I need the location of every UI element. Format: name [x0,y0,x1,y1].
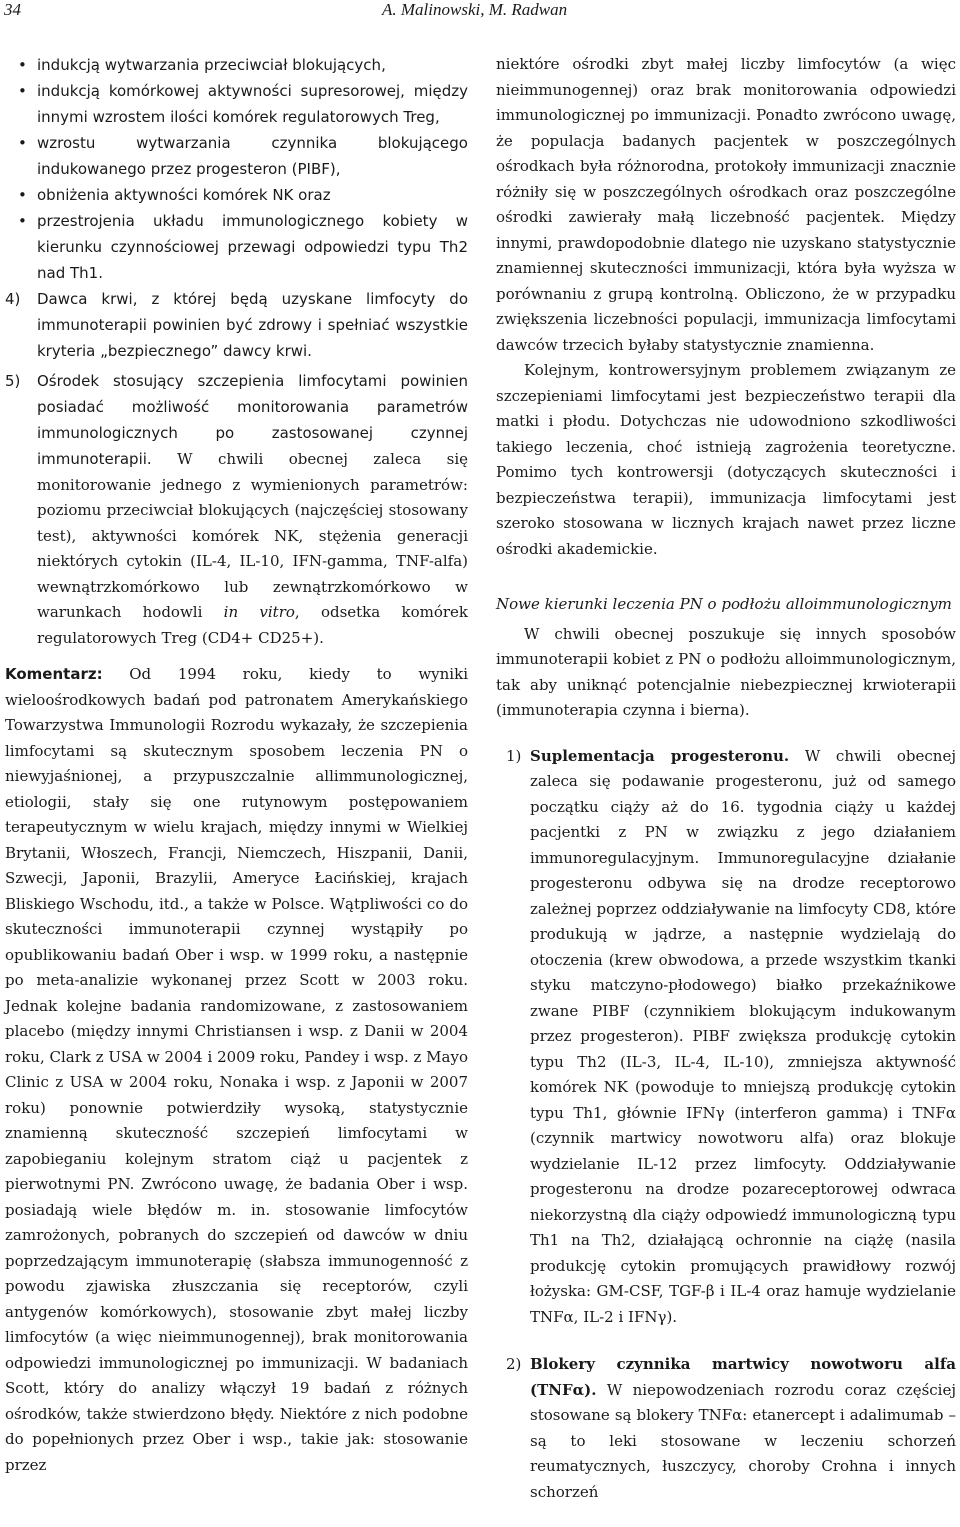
running-authors: A. Malinowski, M. Radwan [382,0,568,19]
paragraph-2: Kolejnym, kontrowersyjnym problemem związanym ze szczepieniami limfocytami jest bezpieczeństwo terapii dla matki i płodu. Dotychczas nie udowodniono szkodliwości takiego leczenia, choć istnieją zagrożenia teoretyczne. Pomimo tych kontrowersji (dotyczących skuteczności i bezpieczeństwa terapii), immunizacja limfocytami jest szeroko stosowana w licznych krajach nawet przez liczne ośrodki akademickie. [496,361,956,558]
item-text: W chwili obecnej zaleca się podawanie progesteronu, już od samego początku ciąży aż do 16. tygodnia ciąży u każdej pacjentki z PN w związku z jego działaniem immunoregulacyjnym. Immunoregulacyjne działanie progesteronu odbywa się na drodze receptorowo zależnej poprzez oddziaływanie na limfocyty CD8, które produkują w jądrze, a następnie wydzielają do otoczenia (krew obwodowa, a przede wszystkim tkanki styku matczyno-płodowego) białko przekaźnikowe zwane PIBF (czynnikiem blokującym indukowanym przez progesteron). PIBF zwiększa produkcję cytokin typu Th2 (IL-3, IL-4, IL-10), zmniejsza aktywność komórek NK (powoduje to mniejszą produkcję cytokin typu Th1, głównie IFNγ (interferon gamma) i TNFα (czynnik martwicy nowotworu alfa) oraz blokuje wydzielanie IL-12 przez limfocyty. Oddziaływanie progesteronu na drodze pozareceptorowej odwraca niekorzystną dla ciąży odpowiedź immunologiczną typu Th1 na Th2, działającą ochronnie na ciążę (nasila produkcję cytokin promujących prawidłowy rozwój łożyska: GM-CSF, TGF-β i IL-4 oraz hamuje wydzielanie TNFα, IL-2 i IFNγ). [530,746,956,1326]
item-number: 1) [506,746,522,765]
page-number: 34 [4,0,21,19]
numbered-item-5 [5,368,468,651]
left-column [5,52,468,1478]
bullet-list [5,52,468,286]
page-header [0,0,960,24]
item-text-serif: W chwili obecnej zaleca się monitorowanie jednego z wymienionych parametrów: poziomu przeciwciał blokujących (najczęściej stosowany test), aktywności komórek NK, stężenia generacji niektórych cytokin (IL-4, IL-10, IFN-gamma, TNF-alfa) wewnątrzkomórkowo lub zewnątrzkomórkowo w warunkach hodowli [37,450,468,621]
item-number: 5) [5,372,21,390]
item-text: W niepowodzeniach rozrodu coraz częściej stosowane są blokery TNFα: etanercept i adalimumab – są to leki stosowane w leczeniu schorzeń reumatycznych, łuszczycy, choroby Crohna i innych schorzeń [530,1380,956,1501]
comment-paragraph [5,661,468,1478]
treatment-item-1 [496,744,956,1331]
item-number: 4) [5,290,21,308]
bullet-item: • indukcją wytwarzania przeciwciał blokujących, [5,52,468,78]
item-number: 2) [506,1355,522,1373]
item-title: Suplementacja progesteronu. [530,746,790,765]
bullet-item: • przestrojenia układu immunologicznego kobiety w kierunku czynnościowej przewagi odpowiedzi typu Th2 nad Th1. [5,208,468,286]
item-text-italic: in vitro [223,603,295,621]
treatment-list [496,744,956,1506]
comment-label: Komentarz: [5,665,103,683]
paragraph-3: W chwili obecnej poszukuje się innych sposobów immunoterapii kobiet z PN o podłożu alloimmunologicznym, tak aby uniknąć potencjalnie niebezpiecznej krwioterapii (immunoterapia czynna i bierna). [496,624,956,719]
bullet-item: • wzrostu wytwarzania czynnika blokującego indukowanego przez progesteron (PIBF), [5,130,468,182]
item-text: Dawca krwi, z której będą uzyskane limfocyty do immunoterapii powinien być zdrowy i spełniać wszystkie kryteria „bezpiecznego” dawcy krwi. [37,290,468,360]
item-title: Blokery czynnika martwicy nowotworu alfa (TNFα). [530,1355,956,1399]
item-text-end: , odsetka komórek regulatorowych Treg (CD4+ CD25+). [37,603,468,647]
comment-text: Od 1994 roku, kiedy to wyniki wieloośrodkowych badań pod patronatem Amerykańskiego Towarzystwa Immunologii Rozrodu wykazały, że szczepienia limfocytami są skutecznym sposobem leczenia PN o niewyjaśnionej, a przypuszczalnie allimmunologicznej, etiologii, stały się one rutynowym postępowaniem terapeutycznym w wielu krajach, między innymi w Wielkiej Brytanii, Włoszech, Francji, Niemczech, Hiszpanii, Danii, Szwecji, Japonii, Brazylii, Ameryce Łacińskiej, krajach Bliskiego Wschodu, itd., a także w Polsce. Wątpliwości co do skuteczności immunoterapii czynnej wystąpiły po opublikowaniu badań Ober i wsp. w 1999 roku, a następnie po meta-analizie wykonanej przez Scott w 2003 roku. Jednak kolejne badania randomizowane, z zastosowaniem placebo (między innymi Christiansen i wsp. z Danii w 2004 roku, Clark z USA w 2004 i 2009 roku, Pandey i wsp. z Mayo Clinic z USA w 2004 roku, Nonaka i wsp. z Japonii w 2007 roku) ponownie potwierdziły wysoką, statystycznie znamienną skuteczność szczepień limfocytami w zapobieganiu kolejnym stratom ciąż u pacjentek z pierwotnymi PN. Zwrócono uwagę, że badania Ober i wsp. posiadają wiele błędów m. in. stosowanie limfocytów zamrożonych, pobranych do szczepień od dawców w dniu poprzedzającym immunoterapię (słabsza immunogenność z powodu zjawiska złuszczania się receptorów, czyli antygenów komórkowych), stosowanie zbyt małej liczby limfocytów (a więc nieimmunogennej), brak monitorowania odpowiedzi immunologicznej po immunizacji. W badaniach Scott, który do analizy włączył 19 badań z różnych ośrodków, także stwierdzono błędy. Niektóre z nich podobne do popełnionych przez Ober i wsp., takie jak: stosowanie przez [5,665,468,1474]
bullet-item: • obniżenia aktywności komórek NK oraz [5,182,468,208]
item-text-sans: Ośrodek stosujący szczepienia limfocytami powinien posiadać możliwość monitorowania parametrów immunologicznych po zastosowanej czynnej immunoterapii. [37,372,468,468]
treatment-item-2 [496,1352,956,1505]
paragraph-1: niektóre ośrodki zbyt małej liczby limfocytów (a więc nieimmunogennej) oraz brak monitorowania odpowiedzi immunologicznej po immunizacji. Ponadto zwrócono uwagę, że populacja badanych pacjentek w poszczególnych ośrodkach była różnorodna, protokoły immunizacji znacznie różniły się w poszczególnych ośrodkach oraz poszczególne ośrodki zawierały małą liczebność pacjentek. Między innymi, prawdopodobnie dlatego nie uzyskano statystycznie znamiennej skuteczności immunizacji, która była wyższa w porównaniu z grupą kontrolną. Obliczono, że w przypadku zwiększenia liczebności populacji, immunizacja limfocytami dawców trzecich byłaby statystycznie znamienna. [496,55,956,354]
numbered-list [5,286,468,651]
bullet-item: • indukcją komórkowej aktywności supresorowej, między innymi wzrostem ilości komórek regulatorowych Treg, [5,78,468,130]
numbered-item-4 [5,286,468,364]
right-column [496,52,956,1527]
section-title: Nowe kierunki leczenia PN o podłożu alloimmunologicznym [496,595,952,613]
